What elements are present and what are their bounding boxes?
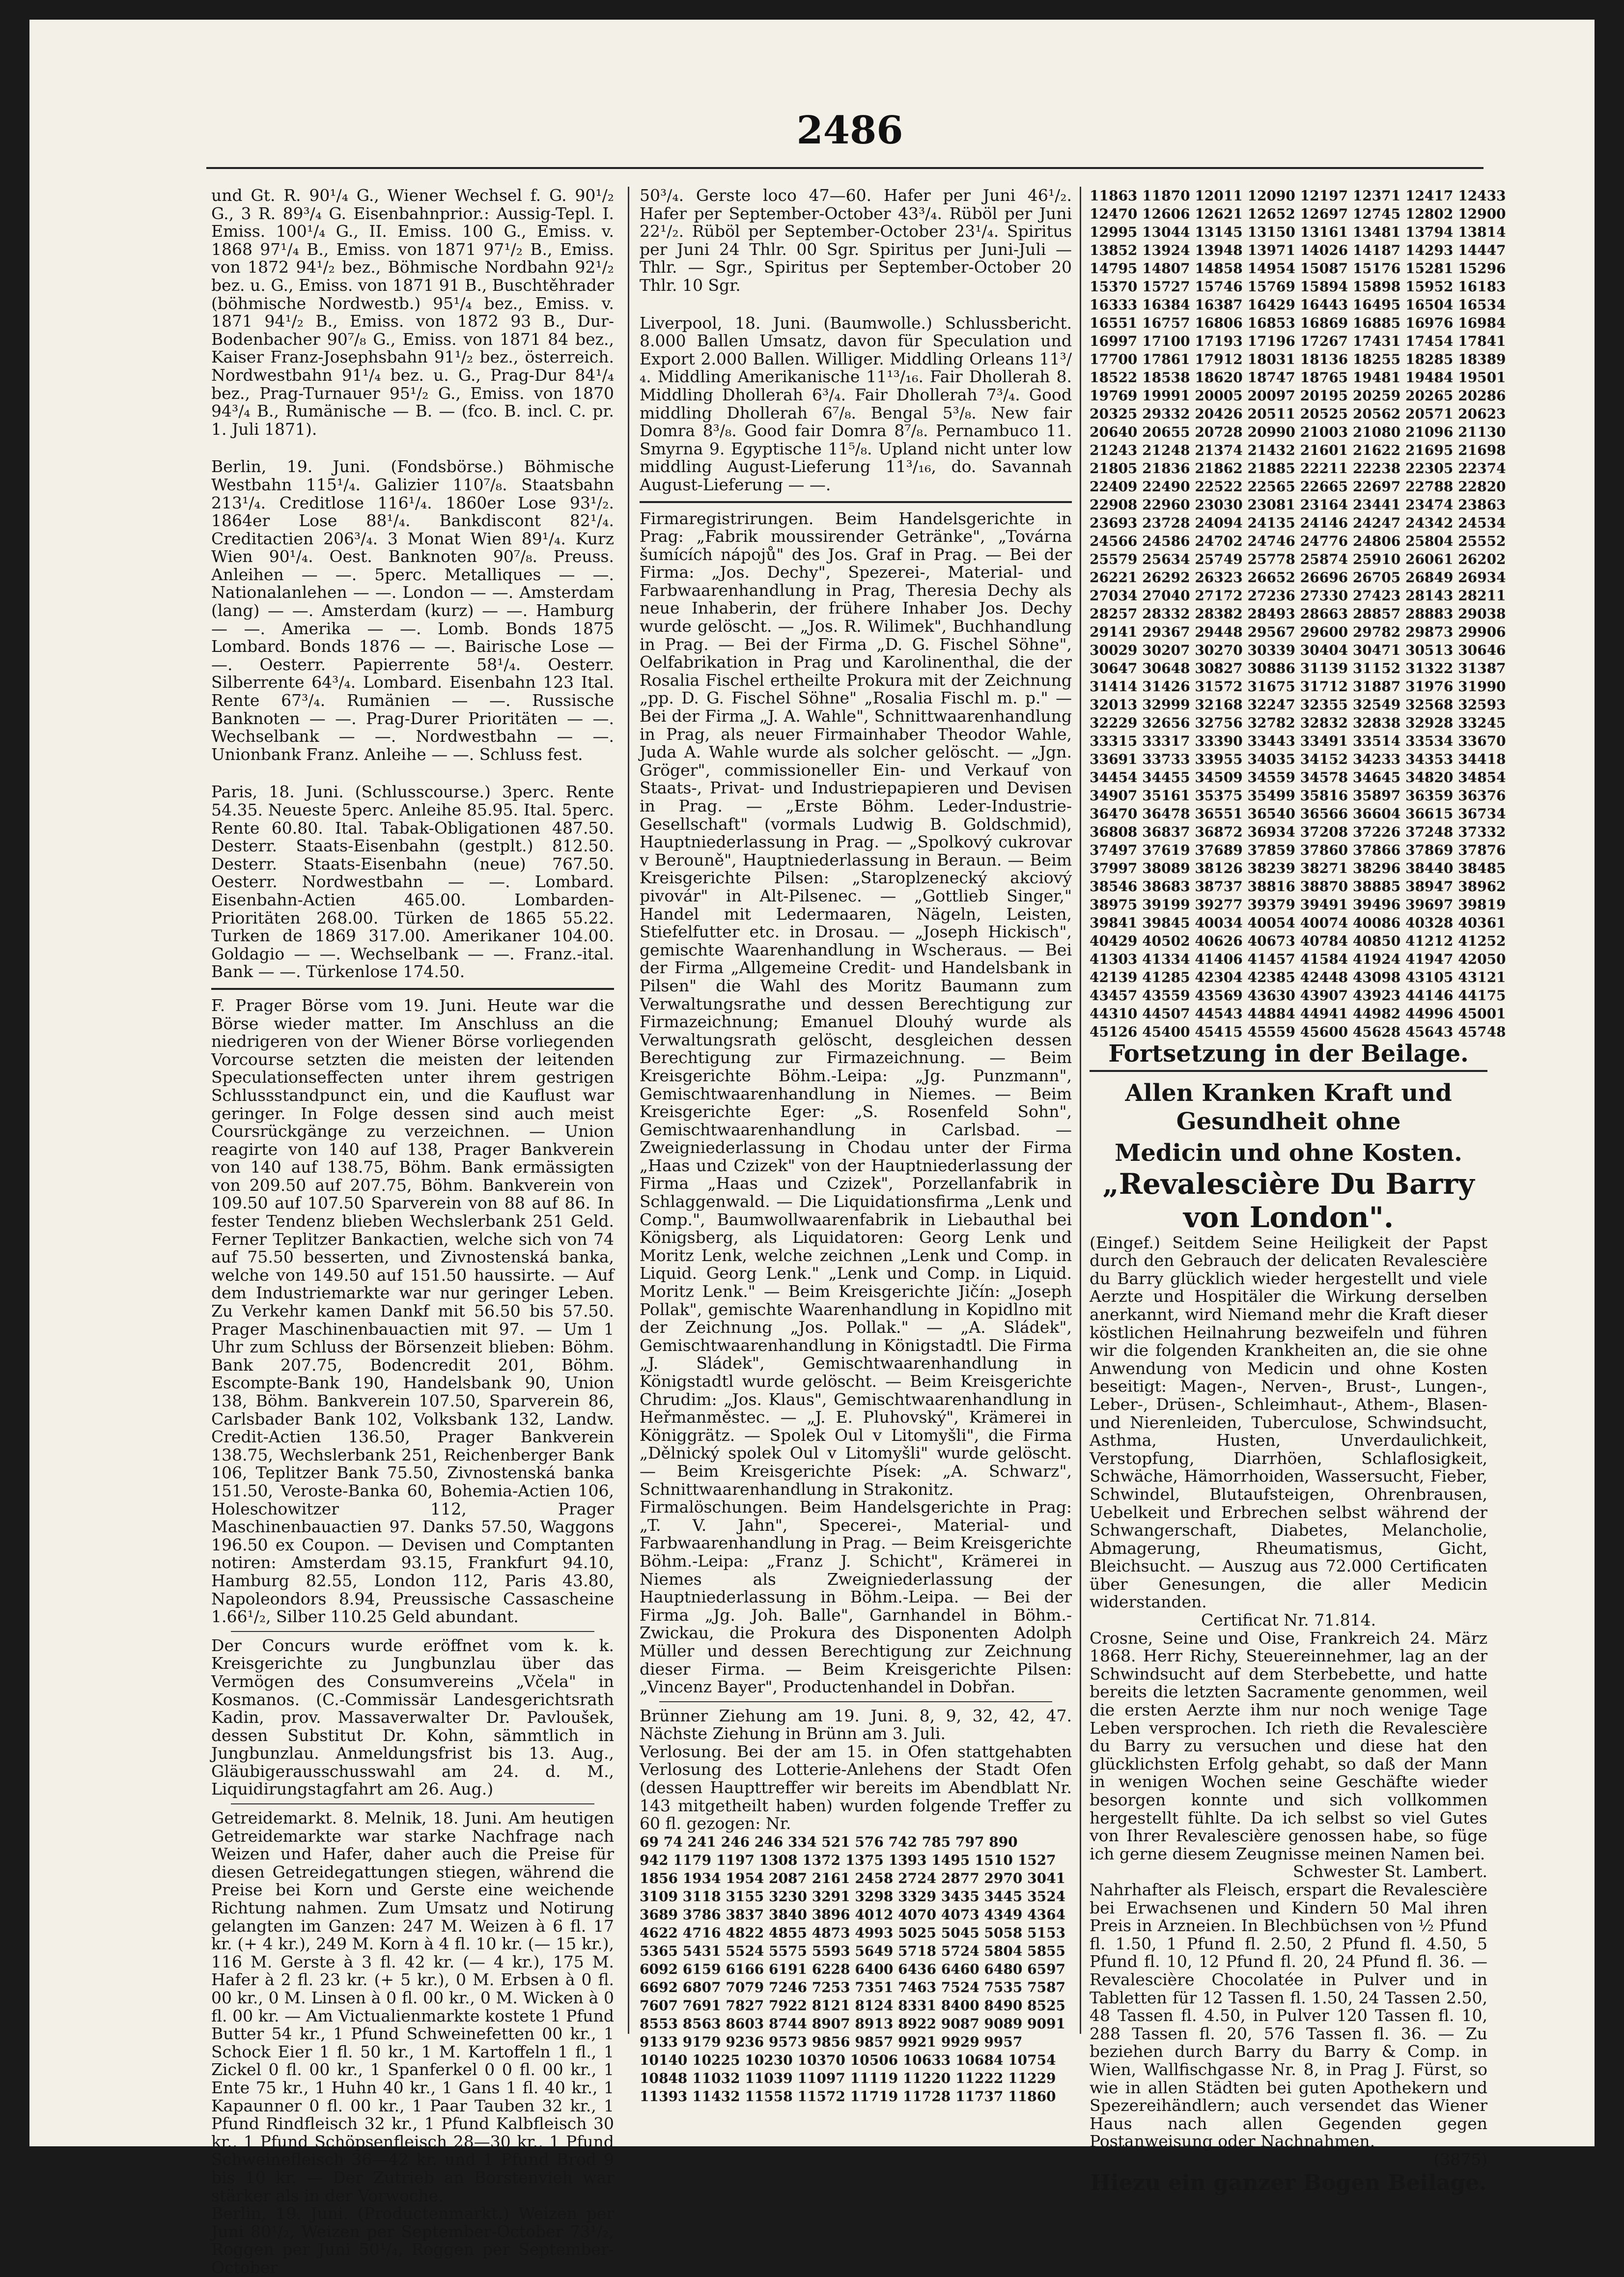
lottery-number-row: 3109 3118 3155 3230 3291 3298 3329 3435 3445 3524 — [640, 1888, 1066, 1905]
lottery-number-row: 33315 33317 33390 33443 33491 33514 33534 33670 — [1090, 733, 1506, 749]
ad-title-big-1: „Revalescière Du Barry — [1102, 1167, 1475, 1201]
lottery-number-row: 31414 31426 31572 31675 31712 31887 31976 31990 — [1090, 678, 1506, 695]
lottery-number-row: 36470 36478 36551 36540 36566 36604 36615 36734 — [1090, 806, 1506, 822]
article-berlin-productenmarkt: Berlin, 19. Juni. (Productenmarkt.) Weizen per Juni 80¹/₂, Weizen per September-October 73¹/₂, Roggen per Juni 50¹/₄, Roggen per September-October — [211, 2204, 614, 2277]
lottery-number-row: 3689 3786 3837 3840 3896 4012 4070 4073 4349 4364 — [640, 1906, 1066, 1923]
ad-certificate: Certificat Nr. 71.814. — [1201, 1610, 1376, 1630]
article-verlosung: Verlosung. Bei der am 15. in Ofen stattgehabten Verlosung des Lotterie-Anlehens der Stadt Ofen (dessen Haupttreffer wir bereits im Abendblatt Nr. 143 mitgetheilt haben) wurden folgende Treffer zu 60 fl. gezogen: Nr. — [640, 1742, 1072, 1833]
lottery-number-row: 6692 6807 7079 7246 7253 7351 7463 7524 7535 7587 — [640, 1979, 1066, 1996]
lottery-number-row: 16333 16384 16387 16429 16443 16495 16504 16534 — [1090, 297, 1506, 313]
lottery-numbers-list — [640, 1833, 1072, 2106]
lottery-number-row: 30029 30207 30270 30339 30404 30471 30513 30646 — [1090, 642, 1506, 658]
lottery-number-row: 44310 44507 44543 44884 44941 44982 44996 45001 — [1090, 1006, 1506, 1022]
column-divider — [628, 187, 629, 2034]
advertisement-revalesciere — [1090, 1079, 1487, 2169]
lottery-number-row: 18522 18538 18620 18747 18765 19481 19484 19501 — [1090, 369, 1506, 386]
lottery-number-row: 23693 23728 24094 24135 24146 24247 24342 24534 — [1090, 515, 1506, 531]
lottery-number-row: 11393 11432 11558 11572 11719 11728 11737 11860 — [640, 2088, 1056, 2105]
column-middle — [640, 187, 1072, 2103]
lottery-number-row: 22908 22960 23030 23081 23164 23441 23474 23863 — [1090, 497, 1506, 513]
article-firmaregistrirungen: Firmaregistrirungen. Beim Handelsgerichte in Prag: „Fabrik moussirender Getränke", „Továrna šumících nápojů" des Jos. Graf in Prag. — Bei der Firma: „Jos. Dechy", Spezerei-, Material- und Farbwaarenhandlung in Prag, Theresia Dechy als neue Inhaberin, der frühere Inhaber Jos. Dechy wurde gelöscht. — „Jos. R. Wilimek", Buchhandlung in Prag. — Bei der Firma „D. G. Fischel Söhne", Oelfabrikation in Prag und Karolinenthal, die der Rosalia Fischel ertheilte Prokura mit der Zeichnung „pp. D. G. Fischel Söhne" „Rosalia Fischl m. p." — Bei der Firma „J. A. Wahle", Schnittwaarenhandlung in Prag, als neuer Firmainhaber Theodor Wahle, Juda A. Wahle wurde als solcher gelöscht. — „Jgn. Gröger", commissioneller Ein- und Verkauf von Staats-, Privat- und Industriepapieren und Devisen in Prag. — „Erste Böhm. Leder-Industrie-Gesellschaft" (vormals Ludwig B. Goldschmid), Hauptniederlassung in Prag. — „Spolkový cukrovar v Berouně", Hauptniederlassung in Beraun. — Beim Kreisgerichte Pilsen: „Staroplzenecký akciový pivovár" in Alt-Pilsenec. — „Gottlieb Singer," Handel mit Ledermaaren, Nägeln, Leisten, Stiefelfutter etc. in Drosau. — „Joseph Hickisch", gemischte Waarenhandlung in Wscheraus. — Bei der Firma „Allgemeine Credit- und Handelsbank in Pilsen" die Wahl des Moritz Baumann zum Verwaltungsrathe und dessen Berechtigung zur Firmazeichnung; Emanuel Dlouhý wurde als Verwaltungsrath gelöscht, desgleichen dessen Berechtigung zur Firmazeichnung. — Beim Kreisgerichte Böhm.-Leipa: „Jg. Punzmann", Gemischtwaarenhandlung in Niemes. — Beim Kreisgerichte Eger: „S. Rosenfeld Sohn", Gemischtwaarenhandlung in Carlsbad. — Zweigniederlassung in Chodau unter der Firma „Haas und Czizek" von der Hauptniederlassung der Firma „Haas und Czizek", Porzellanfabrik in Schlaggenwald. — Die Liquidationsfirma „Lenk und Comp.", Baumwollwaarenfabrik in Liebauthal bei Königsberg, als Liquidatoren: Georg Lenk und Moritz Lenk, welche zeichnen „Lenk und Comp. in Liquid. Georg Lenk." „Lenk und Comp. in Liquid. Moritz Lenk." — Beim Kreisgerichte Jičín: „Joseph Pollak", gemischte Waarenhandlung in Kopidlno mit der Zeichnung „Jos. Pollak." — „A. Sládek", Gemischtwaarenhandlung in Königstadtl. Die Firma „J. Sládek", Gemischtwaarenhandlung in Königstadtl wurde gelöscht. — Beim Kreisgerichte Chrudim: „Jos. Klaus", Gemischtwaarenhandlung in Heřmanměstec. — „J. E. Pluhovský", Krämerei in Königgrätz. — Spolek Oul v Litomyšli", die Firma „Dělnický spolek Oul v Litomyšli" wurde gelöscht. — Beim Kreisgerichte Písek: „A. Schwarz", Schnittwaarenhandlung in Strakonitz. — [640, 508, 1072, 1499]
lottery-number-row: 40429 40502 40626 40673 40784 40850 41212 41252 — [1090, 933, 1506, 949]
article-liverpool-cotton: Liverpool, 18. Juni. (Baumwolle.) Schlussbericht. 8.000 Ballen Umsatz, davon für Speculation und Export 2.000 Ballen. Williger. Middling Orleans 11³/₄. Middling Amerikanische 11¹³/₁₆. Fair Dhollerah 8. Middling Dhollerah 6³/₄. Fair Dhollerah 7³/₄. Good middling Dhollerah 6⁷/₈. Bengal 5³/₈. New fair Domra 8³/₈. Good fair Domra 8⁷/₈. Pernambuco 11. Smyrna 9. Egyptische 11⁵/₈. Upland nicht unter low middling August-Lieferung 11³/₁₆, do. Savannah August-Lieferung — —. — [640, 313, 1072, 494]
lottery-number-row: 41303 41334 41406 41457 41584 41924 41947 42050 — [1090, 951, 1506, 967]
lottery-number-row: 20325 29332 20426 20511 20525 20562 20571 20623 — [1090, 406, 1506, 422]
article-concurs: Der Concurs wurde eröffnet vom k. k. Kreisgerichte zu Jungbunzlau über das Vermögen des Consumvereins „Včela" in Kosmanos. (C.-Commissär Landesgerichtsrath Kadin, prov. Massaverwalter Dr. Pavloušek, dessen Substitut Dr. Kohn, sämmtlich in Jungbunzlau. Anmeldungsfrist bis 13. Aug., Gläubigerausschusswahl am 24. d. M., Liquidirungstagfahrt am 26. Aug.) — [211, 1635, 614, 1799]
article-bruenner-ziehung: Brünner Ziehung am 19. Juni. 8, 9, 32, 42, 47. Nächste Ziehung in Brünn am 3. Juli. — [640, 1706, 1072, 1743]
lottery-number-row: 5365 5431 5524 5575 5593 5649 5718 5724 5804 5855 — [640, 1942, 1066, 1959]
lottery-number-row: 1856 1934 1954 2087 2161 2458 2724 2877 2970 3041 — [640, 1870, 1066, 1886]
ad-body: (Eingef.) Seitdem Seine Heiligkeit der Papst durch den Gebrauch der delicaten Revalescière du Barry glücklich wieder hergestellt und viele Aerzte und Hospitäler die Wirkung derselben anerkannt, wird Niemand mehr die Kraft dieser köstlichen Heilnahrung bezweifeln und führen wir die folgenden Krankheiten an, die sie ohne Anwendung von Medicin und ohne Kosten beseitigt: Magen-, Nerven-, Brust-, Lungen-, Leber-, Drüsen-, Schleimhaut-, Athem-, Blasen- und Nierenleiden, Tuberculose, Schwindsucht, Asthma, Husten, Unverdaulichkeit, Verstopfung, Diarrhöen, Schlaflosigkeit, Schwäche, Hämorrhoiden, Wassersucht, Fieber, Schwindel, Blutaufsteigen, Ohrenbrausen, Uebelkeit und Erbrechen selbst während der Schwangerschaft, Diabetes, Melancholie, Abmagerung, Rheumatismus, Gicht, Bleichsucht. — Auszug aus 72.000 Certificaten über Genesungen, die aller Medicin widerstanden. — [1090, 1233, 1487, 1612]
column-left — [211, 186, 614, 2277]
lottery-number-row: 32229 32656 32756 32782 32832 32838 32928 33245 — [1090, 715, 1506, 731]
page-number: 2486 — [796, 108, 903, 153]
lottery-number-row: 19769 19991 20005 20097 20195 20259 20265 20286 — [1090, 388, 1506, 404]
article-vienna-exchange: und Gt. R. 90¹/₄ G., Wiener Wechsel f. G. 90¹/₂ G., 3 R. 89³/₄ G. Eisenbahnprior.: Aussig-Tepl. I. Emiss. 100¹/₄ G., II. Emiss. 100 G., Emiss. v. 1868 97¹/₄ B., Emiss. von 1871 97¹/₂ B., Emiss. von 1872 94¹/₂ bez., Böhmische Nordbahn 92¹/₂ bez. u. G., Emiss. von 1871 91 B., Buschtěhrader (böhmische Nordwestb.) 95¹/₄ bez., Emiss. v. 1871 94¹/₂ B., Emiss. von 1872 93 B., Dur-Bodenbacher 90⁷/₈ G., Emiss. von 1871 84 bez., Kaiser Franz-Josephsbahn 91¹/₂ bez., österreich. Nordwestbahn 91¹/₄ bez. u. G., Prag-Dur 84¹/₄ bez., Prag-Turnauer 95¹/₂ G., Emiss. von 1870 94³/₄ B., Rumänische — B. — (fco. B. incl. C. pr. 1. Juli 1871). — [211, 186, 614, 439]
lottery-number-row: 43457 43559 43569 43630 43907 43923 44146 44175 — [1090, 987, 1506, 1004]
lottery-number-row: 25579 25634 25749 25778 25874 25910 26061 26202 — [1090, 551, 1506, 567]
lottery-number-row: 16551 16757 16806 16853 16869 16885 16976 16984 — [1090, 315, 1506, 331]
lottery-number-row: 38546 38683 38737 38816 38870 38885 38947 38962 — [1090, 878, 1506, 895]
lottery-number-row: 37997 38089 38126 38239 38271 38296 38440 38485 — [1090, 860, 1506, 876]
lottery-number-row: 45126 45400 45415 45559 45600 45628 45643 45748 — [1090, 1024, 1506, 1040]
lottery-number-row: 69 74 241 246 246 334 521 576 742 785 797 890 — [640, 1833, 1018, 1850]
article-paris-schlusscourse: Paris, 18. Juni. (Schlusscourse.) 3perc. Rente 54.35. Neueste 5perc. Anleihe 85.95. Ital. 5perc. Rente 60.80. Ital. Tabak-Obligationen 487.50. Desterr. Staats-Eisenbahn (gestplt.) 812.50. Desterr. Staats-Eisenbahn (neue) 767.50. Oesterr. Nordwestbahn — —. Lombard. Eisenbahn-Actien 465.00. Lombarden-Prioritäten 268.00. Türken de 1865 55.22. Turken de 1869 317.00. Amerikaner 104.00. Goldagio — —. Wechselbank — —. Franz.-ital. Bank — —. Türkenlose 174.50. — [211, 782, 614, 982]
ad-title-big-2: von London". — [1183, 1200, 1394, 1234]
newspaper-page — [29, 20, 1595, 2277]
lottery-number-row: 11863 11870 12011 12090 12197 12371 12417 12433 — [1090, 188, 1506, 204]
lottery-number-row: 6092 6159 6166 6191 6228 6400 6436 6460 6480 6597 — [640, 1961, 1066, 1977]
header-rule — [206, 167, 1484, 169]
lottery-number-row: 4622 4716 4822 4855 4873 4993 5025 5045 5058 5153 — [640, 1924, 1066, 1941]
lottery-number-row: 39841 39845 40034 40054 40074 40086 40328 40361 — [1090, 915, 1506, 931]
lottery-number-row: 9133 9179 9236 9573 9856 9857 9921 9929 9957 — [640, 2033, 1023, 2050]
lottery-number-row: 12995 13044 13145 13150 13161 13481 13794 13814 — [1090, 224, 1506, 240]
lottery-number-row: 28257 28332 28382 28493 28663 28857 28883 29038 — [1090, 606, 1506, 622]
section-rule — [640, 501, 1072, 503]
ad-title-line-2: Medicin und ohne Kosten. — [1115, 1139, 1462, 1167]
lottery-number-row: 42139 41285 42304 42385 42448 43098 43105 43121 — [1090, 969, 1506, 985]
section-rule — [1090, 1070, 1487, 1072]
lottery-number-row: 15370 15727 15746 15769 15894 15898 15952 16183 — [1090, 279, 1506, 295]
column-right — [1090, 187, 1506, 2196]
lottery-number-row: 21243 21248 21374 21432 21601 21622 21695 21698 — [1090, 442, 1506, 458]
article-prager-boerse: F. Prager Börse vom 19. Juni. Heute war die Börse wieder matter. Im Anschluss an die niedrigeren von der Wiener Börse vorliegenden Vorcourse setzten die meisten der leitenden Speculationseffecten unter ihrem gestrigen Schlussstandpunct ein, und die Kauflust war geringer. In Folge dessen sind auch meist Coursrückgänge zu verzeichnen. — Union reagirte von 140 auf 138, Prager Bankverein von 140 auf 138.75, Böhm. Bank ermässigten von 209.50 auf 207.75, Böhm. Bankverein von 109.50 auf 107.50 Sparverein von 88 auf 86. In fester Tendenz blieben Wechslerbank 251 Geld. Ferner Teplitzer Bankactien, welche sich von 74 auf 75.50 besserten, und Zivnostenská banka, welche von 149.50 auf 151.50 haussirte. — Auf dem Industriemarkte war nur geringer Leben. Zu Verkehr kamen Dankf mit 56.50 bis 57.50. Prager Maschinenbauactien mit 97. — Um 1 Uhr zum Schluss der Börsenzeit blieben: Böhm. Bank 207.75, Bodencredit 201, Böhm. Escompte-Bank 190, Handelsbank 90, Union 138, Böhm. Bankverein 107.50, Sparverein 86, Carlsbader Bank 102, Volksbank 132, Landw. Credit-Actien 136.50, Prager Bankverein 138.75, Wechslerbank 251, Reichenberger Bank 106, Teplitzer Bank 75.50, Zivnostenská banka 151.50, Veroste-Banka 60, Bohemia-Actien 106, Holeschowitzer 112, Prager Maschinenbauactien 97. Danks 57.50, Waggons 196.50 ex Coupon. — Devisen und Comptanten notiren: Amsterdam 93.15, Frankfurt 94.10, Hamburg 82.55, London 112, Paris 43.80, Napoleondors 8.94, Preussische Cassascheine 1.66¹/₂, Silber 110.25 Geld abundant. — [211, 995, 614, 1627]
lottery-number-row: 10848 11032 11039 11097 11119 11220 11222 11229 — [640, 2070, 1056, 2086]
continuation-note: Fortsetzung in der Beilage. — [1108, 1040, 1469, 1068]
article-getreidemarkt: Getreidemarkt. 8. Melnik, 18. Juni. Am heutigen Getreidemarkte war starke Nachfrage nach Weizen und Hafer, daher auch die Preise für diesen Getreidegattungen stiegen, während die Preise bei Korn und Gerste eine weichende Richtung nahmen. Zum Umsatz und Notirung gelangten im Ganzen: 247 M. Weizen à 6 fl. 17 kr. (+ 4 kr.), 249 M. Korn à 4 fl. 10 kr. (— 15 kr.), 116 M. Gerste à 3 fl. 42 kr. (— 4 kr.), 175 M. Hafer à 2 fl. 23 kr. (+ 5 kr.), 0 M. Erbsen à 0 fl. 00 kr., 0 M. Linsen à 0 fl. 00 kr., 0 M. Wicken à 0 fl. 00 kr. — Am Victualienmarkte kostete 1 Pfund Butter 54 kr., 1 Pfund Schweinefetten 00 kr., 1 Schock Eier 1 fl. 50 kr., 1 M. Kartoffeln 1 fl., 1 Zickel 0 fl. 00 kr., 1 Spanferkel 0 0 fl. 00 kr., 1 Ente 75 kr., 1 Huhn 40 kr., 1 Gans 1 fl. 40 kr., 1 Kapaunner 0 fl. 00 kr., 1 Paar Tauben 32 kr., 1 Pfund Rindfleisch 32 kr., 1 Pfund Kalbfleisch 30 kr., 1 Pfund Schöpsenfleisch 28—30 kr., 1 Pfund Schweinefleisch 36—42 kr. und 1 Pfund Brod 9 bis 10 kr. — Der Zutrieb an Borstenvieh war stärker als in der Vorwoche. — [211, 1808, 614, 2205]
ad-letter: Crosne, Seine und Oise, Frankreich 24. März 1868. Herr Richy, Steuereinnehmer, lag an der Schwindsucht auf dem Sterbebette, und hatte bereits die letzten Sacramente genommen, weil die ersten Aerzte ihm nur noch wenige Tage Leben versprochen. Ich rieth die Revalescière du Barry zu versuchen und diese hat den glücklichsten Erfolg gehabt, so daß der Mann in wenigen Wochen seine Geschäfte wieder besorgen konnte und sich vollkommen hergestellt fühlte. Da ich selbst so viel Gutes von Ihrer Revalescière genossen habe, so füge ich gerne diesem Zeugnisse meinen Namen bei. — [1090, 1628, 1487, 1863]
section-rule — [211, 988, 614, 990]
lottery-number-row: 36808 36837 36872 36934 37208 37226 37248 37332 — [1090, 824, 1506, 840]
ad-code: (3875) — [1433, 2149, 1487, 2169]
lottery-number-row: 34454 34455 34509 34559 34578 34645 34820 34854 — [1090, 769, 1506, 786]
lottery-number-row: 16997 17100 17193 17196 17267 17431 17454 17841 — [1090, 333, 1506, 349]
lottery-number-row: 20640 20655 20728 20990 21003 21080 21096 21130 — [1090, 424, 1506, 440]
lottery-number-row: 29141 29367 29448 29567 29600 29782 29873 29906 — [1090, 624, 1506, 640]
ad-signature: Schwester St. Lambert. — [1292, 1862, 1487, 1882]
lottery-number-row: 8553 8563 8603 8744 8907 8913 8922 9087 9089 9091 — [640, 2015, 1066, 2032]
section-rule — [659, 1701, 1052, 1702]
lottery-number-row: 22409 22490 22522 22565 22665 22697 22788 22820 — [1090, 478, 1506, 495]
ad-title-line-1: Allen Kranken Kraft und Gesundheit ohne — [1125, 1079, 1452, 1135]
article-berlin-productenmarkt-cont: 50³/₄. Gerste loco 47—60. Hafer per Juni 46¹/₂. Hafer per September-October 43³/₄. Rüböl per Juni 22¹/₂. Rüböl per September-October 23¹/₄. Spiritus per Juni 24 Thlr. 00 Sgr. Spiritus per Juni-Juli — Thlr. — Sgr., Spiritus per September-October 20 Thlr. 10 Sgr. — [640, 186, 1072, 295]
ad-prices: Nahrhafter als Fleisch, erspart die Revalescière bei Erwachsenen und Kindern 50 Mal ihren Preis in Arzneien. In Blechbüchsen von ½ Pfund fl. 1.50, 1 Pfund fl. 2.50, 2 Pfund fl. 4.50, 5 Pfund fl. 10, 12 Pfund fl. 20, 24 Pfund fl. 36. — Revalescière Chocolatée in Pulver und in Tabletten für 12 Tassen fl. 1.50, 24 Tassen 2.50, 48 Tassen fl. 4.50, in Pulver 120 Tassen fl. 10, 288 Tassen fl. 20, 576 Tassen fl. 36. — Zu beziehen durch Barry du Barry & Comp. in Wien, Wallfischgasse Nr. 8, in Prag J. Fürst, so wie in allen Städten bei guten Apothekern und Spezereihändlern; auch versendet das Wiener Haus nach allen Gegenden gegen Postanweisung oder Nachnahmen. — [1090, 1880, 1487, 2151]
section-rule — [231, 1803, 594, 1804]
lottery-numbers-list-continued — [1090, 187, 1506, 1041]
column-divider — [1080, 187, 1081, 2034]
lottery-number-row: 38975 39199 39277 39379 39491 39496 39697 39819 — [1090, 897, 1506, 913]
lottery-number-row: 17700 17861 17912 18031 18136 18255 18285 18389 — [1090, 351, 1506, 367]
supplement-note: Hiezu ein ganzer Bogen Beilage. — [1090, 2170, 1487, 2196]
lottery-number-row: 37497 37619 37689 37859 37860 37866 37869 37876 — [1090, 842, 1506, 858]
lottery-number-row: 13852 13924 13948 13971 14026 14187 14293 14447 — [1090, 242, 1506, 258]
lottery-number-row: 27034 27040 27172 27236 27330 27423 28143 28211 — [1090, 588, 1506, 604]
lottery-number-row: 942 1179 1197 1308 1372 1375 1393 1495 1510 1527 — [640, 1852, 1056, 1868]
article-firmaloeschungen: Firmalöschungen. Beim Handelsgerichte in Prag: „T. V. Jahn", Specerei-, Material- und Farbwaarenhandlung in Prag. — Beim Kreisgerichte Böhm.-Leipa: „Franz J. Schicht", Krämerei in Niemes als Zweigniederlassung der Hauptniederlassung in Böhm.-Leipa. — Bei der Firma „Jg. Joh. Balle", Garnhandel in Böhm.-Zwickau, die Prokura des Disponenten Adolph Müller und dessen Berechtigung zur Zeichnung dieser Firma. — Beim Kreisgerichte Pilsen: „Vincenz Bayer", Productenhandel in Dobřan. — [640, 1497, 1072, 1697]
lottery-number-row: 34907 35161 35375 35499 35816 35897 36359 36376 — [1090, 787, 1506, 804]
article-berlin-fondsboerse: Berlin, 19. Juni. (Fondsbörse.) Böhmische Westbahn 115¹/₄. Galizier 110⁷/₈. Staatsbahn 213¹/₄. Creditlose 116¹/₄. 1860er Lose 93¹/₂. 1864er Lose 88¹/₄. Bankdiscont 82¹/₄. Creditactien 206³/₄. 3 Monat Wien 89¹/₄. Kurz Wien 90¹/₄. Oest. Banknoten 90⁷/₈. Preuss. Anleihen — —. 5perc. Metalliques — —. Nationalanlehen — —. London — —. Amsterdam (lang) — —. Amsterdam (kurz) — —. Hamburg — —. Amerika — —. Lomb. Bonds 1875 Lombard. Bonds 1876 — —. Bairische Lose — —. Oesterr. Papierrente 58¹/₄. Oesterr. Silberrente 64³/₄. Lombard. Eisenbahn 123 Ital. Rente 67³/₄. Rumänien — —. Russische Banknoten — —. Prag-Durer Prioritäten — —. Wechselbank — —. Nordwestbahn — —. Unionbank Franz. Anleihe — —. Schluss fest. — [211, 457, 614, 764]
lottery-number-row: 24566 24586 24702 24746 24776 24806 25804 25552 — [1090, 533, 1506, 549]
lottery-number-row: 10140 10225 10230 10370 10506 10633 10684 10754 — [640, 2052, 1056, 2068]
lottery-number-row: 14795 14807 14858 14954 15087 15176 15281 15296 — [1090, 260, 1506, 277]
section-rule — [231, 1631, 594, 1632]
lottery-number-row: 30647 30648 30827 30886 31139 31152 31322 31387 — [1090, 660, 1506, 676]
lottery-number-row: 32013 32999 32168 32247 32355 32549 32568 32593 — [1090, 697, 1506, 713]
lottery-number-row: 26221 26292 26323 26652 26696 26705 26849 26934 — [1090, 569, 1506, 586]
lottery-number-row: 7607 7691 7827 7922 8121 8124 8331 8400 8490 8525 — [640, 1997, 1066, 2014]
lottery-number-row: 21805 21836 21862 21885 22211 22238 22305 22374 — [1090, 460, 1506, 477]
lottery-number-row: 12470 12606 12621 12652 12697 12745 12802 12900 — [1090, 206, 1506, 222]
lottery-number-row: 33691 33733 33955 34035 34152 34233 34353 34418 — [1090, 751, 1506, 767]
